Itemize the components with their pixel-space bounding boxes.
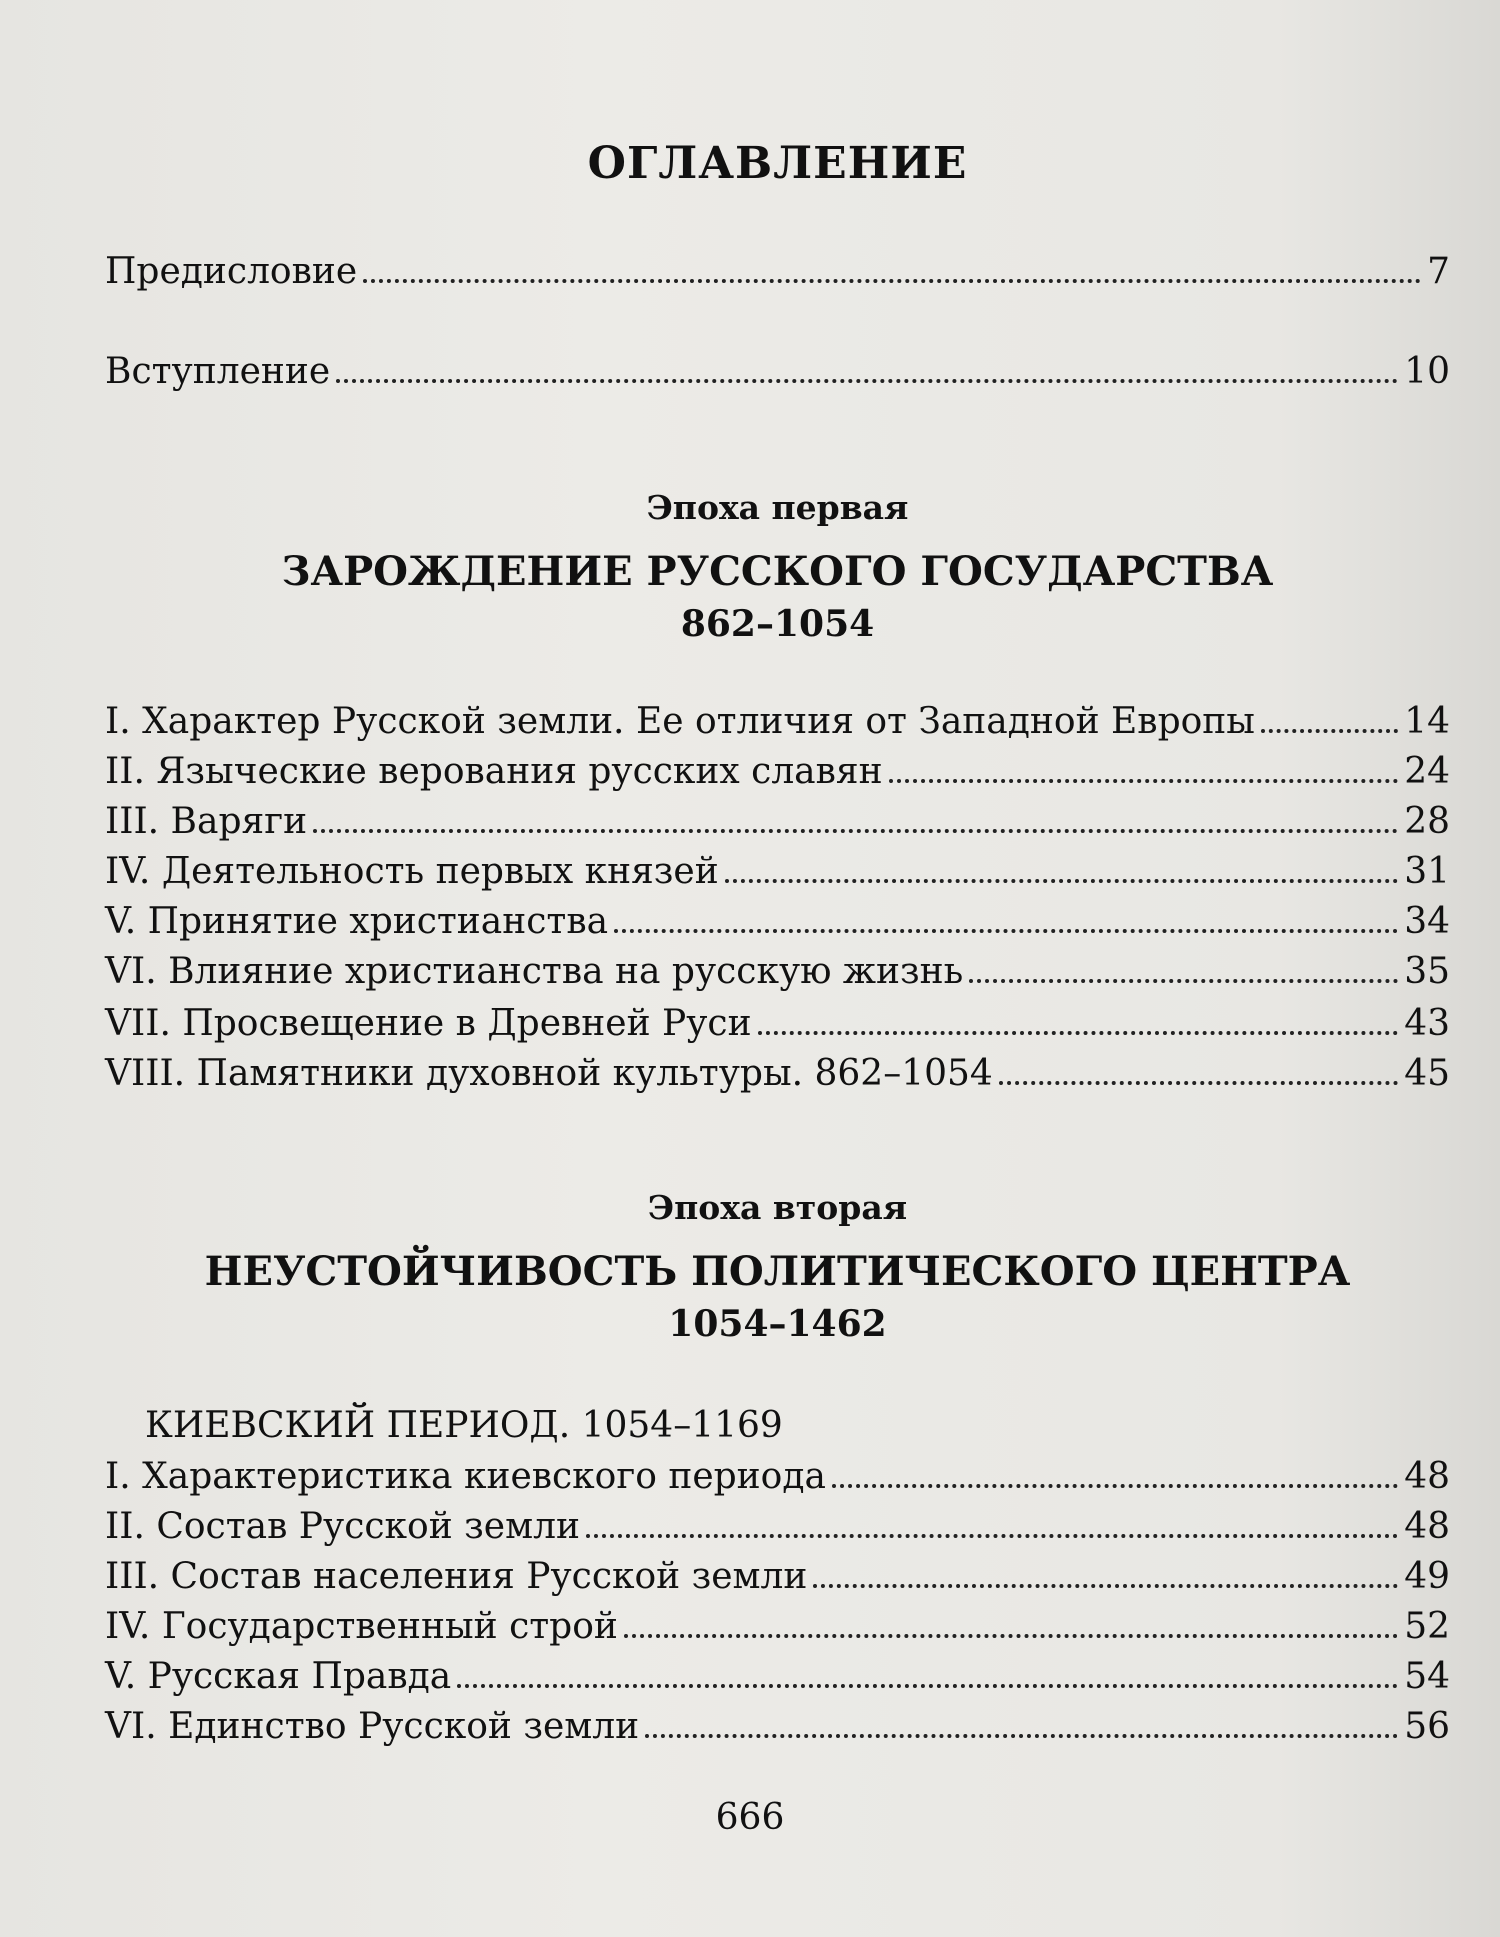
toc-entry-introduction[interactable] (105, 350, 1450, 394)
dot-leader (1261, 729, 1398, 733)
toc-entry-page: 24 (1404, 751, 1450, 792)
toc-entry-page: 49 (1404, 1556, 1450, 1597)
dot-leader (363, 279, 1421, 283)
toc-entry-label: VII. Просвещение в Древней Руси (105, 1003, 752, 1044)
toc-entry-page: 7 (1427, 251, 1450, 292)
toc-entry-label: VIII. Памятники духовной культуры. 862–1054 (105, 1053, 993, 1094)
toc-entry-page: 31 (1404, 851, 1450, 892)
toc-entry-label: VI. Влияние христианства на русскую жизнь (105, 951, 964, 992)
dot-leader (758, 1031, 1399, 1035)
toc-entry-page: 45 (1404, 1053, 1450, 1094)
epoch-2-years: 1054–1462 (668, 1303, 887, 1345)
toc-entry-label: VI. Единство Русской земли (105, 1706, 640, 1747)
toc-entry-page: 52 (1404, 1606, 1450, 1647)
epoch-2-title: НЕУСТОЙЧИВОСТЬ ПОЛИТИЧЕСКОГО ЦЕНТРА (204, 1248, 1351, 1295)
toc-entry[interactable] (105, 1052, 1450, 1096)
toc-entry-page: 10 (1404, 351, 1450, 392)
dot-leader (614, 929, 1398, 933)
toc-entry[interactable] (105, 1555, 1450, 1599)
toc-entry-page: 34 (1404, 901, 1450, 942)
toc-entry-label: II. Состав Русской земли (105, 1506, 580, 1547)
toc-entry-label: Предисловие (105, 251, 358, 292)
page-number: 666 (715, 1797, 785, 1838)
toc-entry-label: III. Состав населения Русской земли (105, 1556, 808, 1597)
toc-entry[interactable] (105, 850, 1450, 894)
toc-entry-label: III. Варяги (105, 801, 308, 842)
toc-entry[interactable] (105, 950, 1450, 994)
toc-entry-label: II. Языческие верования русских славян (105, 751, 883, 792)
dot-leader (832, 1484, 1398, 1488)
toc-entry-page: 28 (1404, 801, 1450, 842)
epoch-2-name: Эпоха вторая (647, 1188, 908, 1227)
toc-entry-label: Вступление (105, 351, 331, 392)
toc-entry[interactable] (105, 750, 1450, 794)
toc-entry[interactable] (105, 1605, 1450, 1649)
dot-leader (457, 1684, 1398, 1688)
dot-leader (586, 1534, 1398, 1538)
toc-entry-label: IV. Государственный строй (105, 1606, 618, 1647)
dot-leader (889, 779, 1399, 783)
toc-entry[interactable] (105, 1655, 1450, 1699)
toc-entry-label: V. Принятие христианства (105, 901, 609, 942)
toc-entry-page: 35 (1404, 951, 1450, 992)
toc-entry-label: V. Русская Правда (105, 1656, 452, 1697)
dot-leader (969, 979, 1398, 983)
dot-leader (725, 879, 1398, 883)
dot-leader (624, 1634, 1398, 1638)
toc-entry-page: 56 (1404, 1706, 1450, 1747)
dot-leader (645, 1734, 1398, 1738)
toc-entry-page: 14 (1404, 701, 1450, 742)
dot-leader (813, 1584, 1398, 1588)
toc-entry[interactable] (105, 700, 1450, 744)
toc-entry[interactable] (105, 1002, 1450, 1046)
dot-leader (336, 379, 1398, 383)
toc-entry-label: IV. Деятельность первых князей (105, 851, 719, 892)
toc-entry-label: I. Характеристика киевского периода (105, 1456, 826, 1497)
toc-entry[interactable] (105, 1705, 1450, 1749)
toc-entry-preface[interactable] (105, 250, 1450, 294)
dot-leader (999, 1081, 1398, 1085)
epoch-1-title: ЗАРОЖДЕНИЕ РУССКОГО ГОСУДАРСТВА (281, 548, 1274, 595)
toc-entry-page: 43 (1404, 1003, 1450, 1044)
toc-title: ОГЛАВЛЕНИЕ (587, 138, 968, 189)
toc-entry-page: 48 (1404, 1506, 1450, 1547)
toc-entry-label: I. Характер Русской земли. Ее отличия от Западной Европы (105, 701, 1255, 742)
toc-entry[interactable] (105, 900, 1450, 944)
toc-entry-page: 48 (1404, 1456, 1450, 1497)
toc-entry-page: 54 (1404, 1656, 1450, 1697)
period-heading: КИЕВСКИЙ ПЕРИОД. 1054–1169 (145, 1405, 783, 1446)
epoch-1-name: Эпоха первая (646, 488, 909, 527)
toc-entry[interactable] (105, 1505, 1450, 1549)
toc-entry[interactable] (105, 800, 1450, 844)
toc-entry[interactable] (105, 1455, 1450, 1499)
dot-leader (313, 829, 1398, 833)
epoch-1-years: 862–1054 (680, 603, 875, 645)
